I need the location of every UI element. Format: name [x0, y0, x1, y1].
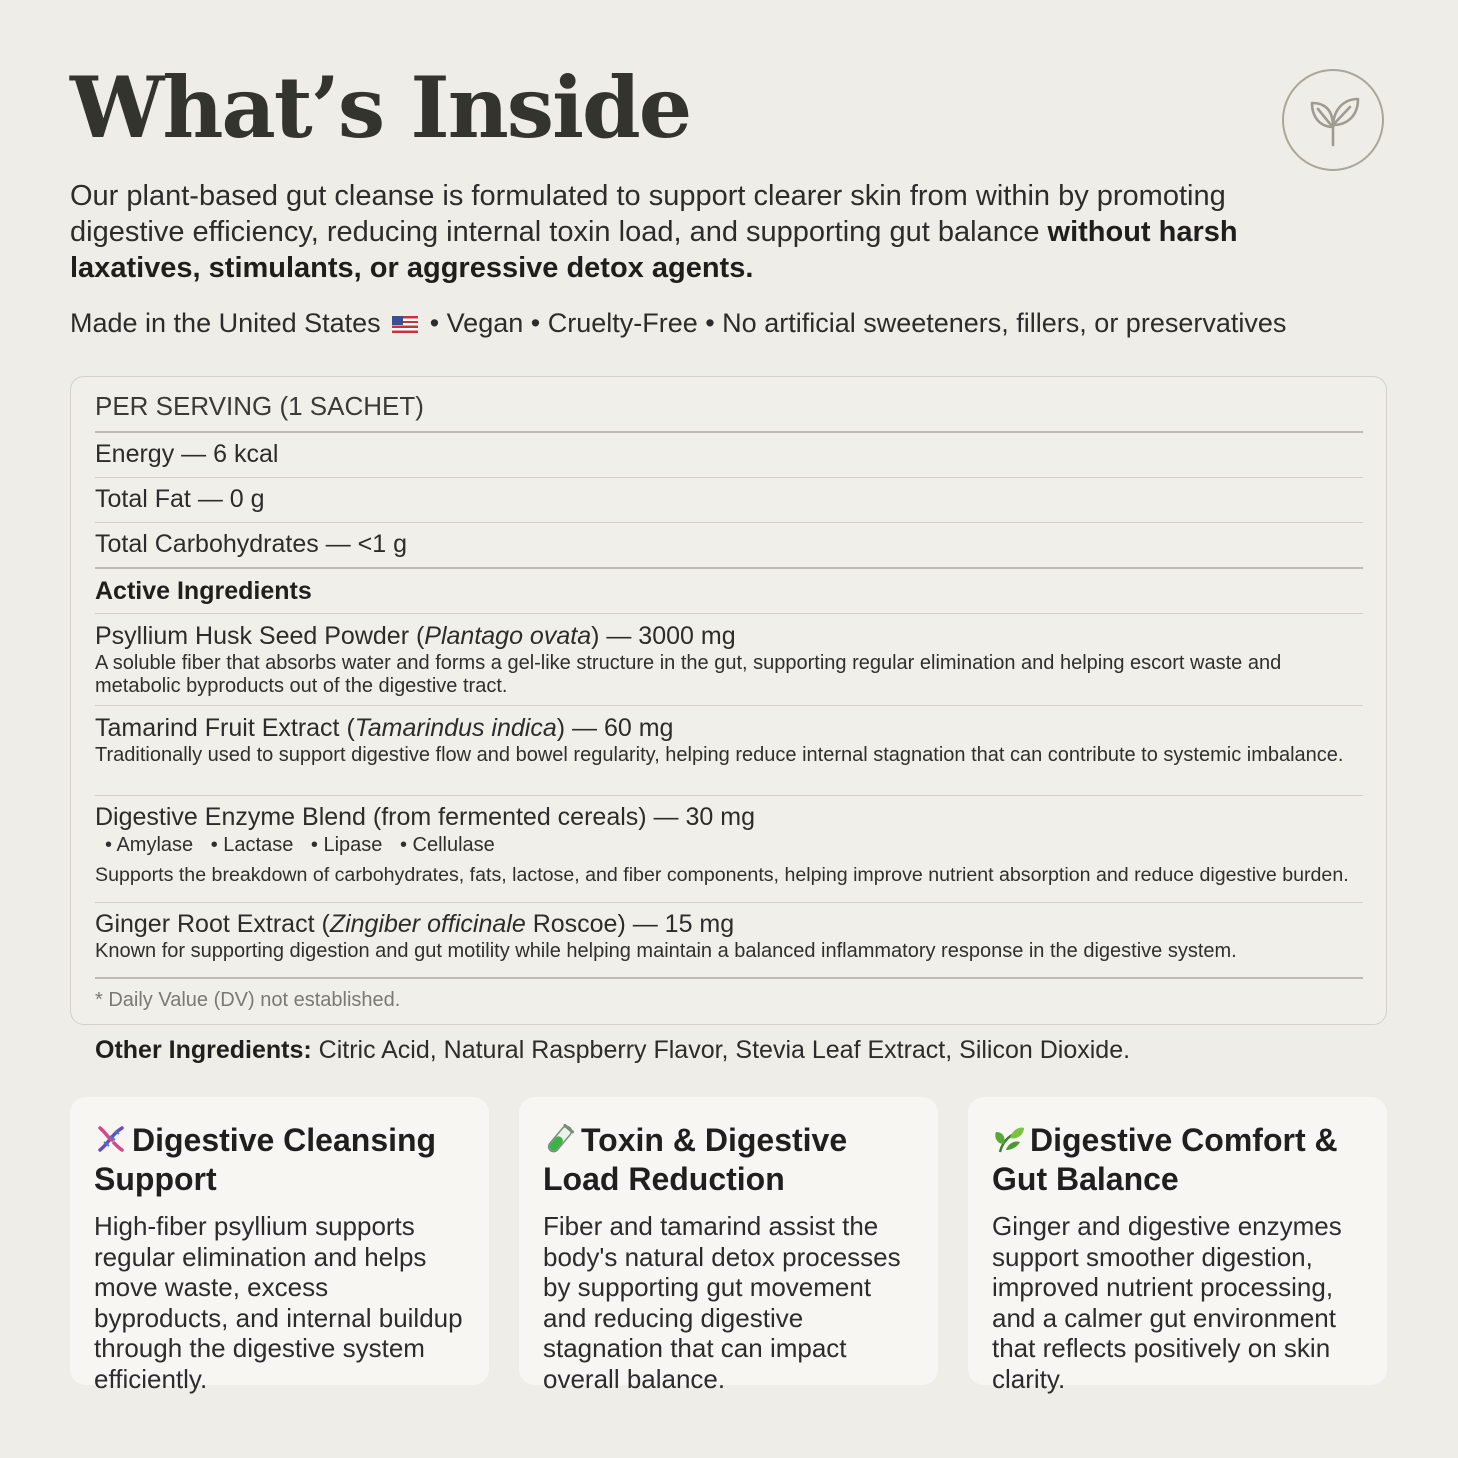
enzyme-item: • Amylase — [105, 834, 194, 856]
carbs-row — [95, 523, 1363, 569]
ingredient-enzyme-blend — [95, 796, 1363, 903]
herb-icon — [992, 1124, 1026, 1154]
active-ingredients-heading: Active Ingredients — [95, 577, 312, 605]
card-title — [94, 1121, 469, 1199]
ingredient-description: A soluble fiber that absorbs water and forms a gel-like structure in the gut, supporting regular elimination and helping escort waste and metabolic byproducts out of the digestive tract. — [95, 652, 1282, 697]
card-body: Fiber and tamarind assist the body's natural detox processes by supporting gut movement and reducing digestive stagnation that can impact overall balance. — [543, 1211, 901, 1394]
ingredient-dose: ) — 3000 mg — [591, 622, 736, 650]
ingredient-tamarind — [95, 706, 1363, 796]
ingredient-description: Traditionally used to support digestive flow and bowel regularity, helping reduce internal stagnation that can contribute to systemic imbalance. — [95, 744, 1344, 766]
fat-value: Total Fat — 0 g — [95, 485, 265, 513]
product-claims — [70, 304, 1390, 342]
card-title-text: Toxin & Digestive Load Reduction — [543, 1122, 848, 1197]
footnote: * Daily Value (DV) not established. — [95, 989, 401, 1011]
enzyme-item: • Cellulase — [399, 834, 495, 856]
ingredient-name-text: Ginger Root Extract ( — [95, 910, 330, 938]
ingredient-ginger — [95, 903, 1363, 979]
per-serving-heading: PER SERVING (1 SACHET) — [95, 391, 424, 421]
intro-text: Our plant-based gut cleanse is formulated to support clearer skin from within by promoting digestive efficiency, reducing internal toxin load, and supporting gut balance — [70, 180, 1226, 248]
energy-value: Energy — 6 kcal — [95, 440, 279, 468]
enzyme-list — [105, 834, 507, 857]
card-body: High-fiber psyllium supports regular elimination and helps move waste, excess byproducts, and internal buildup through the digestive system efficiently. — [94, 1211, 463, 1394]
ingredient-latin-name: Zingiber officinale — [329, 910, 526, 938]
intro-bold-text: without harsh laxatives, stimulants, or aggressive detox agents. — [70, 216, 1238, 284]
energy-row — [95, 433, 1363, 478]
ingredient-latin-name: Tamarindus indica — [354, 714, 557, 742]
card-title-text: Digestive Cleansing Support — [94, 1122, 437, 1197]
ingredient-psyllium — [95, 614, 1363, 706]
card-title — [543, 1121, 918, 1199]
other-ingredients-text: Citric Acid, Natural Raspberry Flavor, Stevia Leaf Extract, Silicon Dioxide. — [311, 1036, 1131, 1064]
leaf-icon — [1282, 69, 1384, 171]
ingredient-latin-name: Plantago ovata — [424, 622, 592, 650]
intro-paragraph — [70, 178, 1320, 286]
ingredient-description: Supports the breakdown of carbohydrates, fats, lactose, and fiber components, helping improve nutrient absorption and reduce digestive burden. — [95, 864, 1349, 886]
page-title: What’s Inside — [70, 58, 691, 157]
benefit-card-comfort — [968, 1097, 1387, 1394]
ingredient-name-text: Psyllium Husk Seed Powder ( — [95, 622, 425, 650]
carbs-value: Total Carbohydrates — <1 g — [95, 530, 407, 558]
other-ingredients-label: Other Ingredients: — [95, 1036, 312, 1064]
ingredient-name — [95, 622, 736, 651]
dna-icon — [94, 1124, 128, 1154]
supplement-facts-panel — [70, 376, 1387, 1025]
per-serving-row — [95, 377, 1363, 433]
us-flag-icon — [392, 316, 418, 333]
test-tube-icon — [543, 1124, 577, 1154]
ingredient-name-text: Tamarind Fruit Extract ( — [95, 714, 355, 742]
ingredient-name: Digestive Enzyme Blend (from fermented cereals) — 30 mg — [95, 803, 755, 831]
ingredient-name — [95, 910, 734, 939]
enzyme-item: • Lactase — [210, 834, 294, 856]
made-in-text: Made in the United States — [70, 308, 381, 338]
card-title — [992, 1121, 1367, 1199]
active-ingredients-row — [95, 569, 1363, 614]
fat-row — [95, 478, 1363, 523]
ingredient-description: Known for supporting digestion and gut motility while helping maintain a balanced inflammatory response in the digestive system. — [95, 940, 1237, 962]
enzyme-item: • Lipase — [310, 834, 383, 856]
card-body: Ginger and digestive enzymes support smoother digestion, improved nutrient processing, and a calmer gut environment that reflects positively on skin clarity. — [992, 1211, 1342, 1394]
ingredient-name — [95, 714, 673, 743]
other-ingredients — [95, 1036, 1130, 1065]
benefit-card-toxin — [519, 1097, 938, 1394]
claims-rest: • Vegan • Cruelty-Free • No artificial sweeteners, fillers, or preservatives — [422, 308, 1287, 338]
ingredient-dose: Roscoe) — 15 mg — [525, 910, 735, 938]
benefit-card-cleansing — [70, 1097, 489, 1394]
card-title-text: Digestive Comfort & Gut Balance — [992, 1122, 1338, 1197]
ingredient-dose: ) — 60 mg — [556, 714, 674, 742]
